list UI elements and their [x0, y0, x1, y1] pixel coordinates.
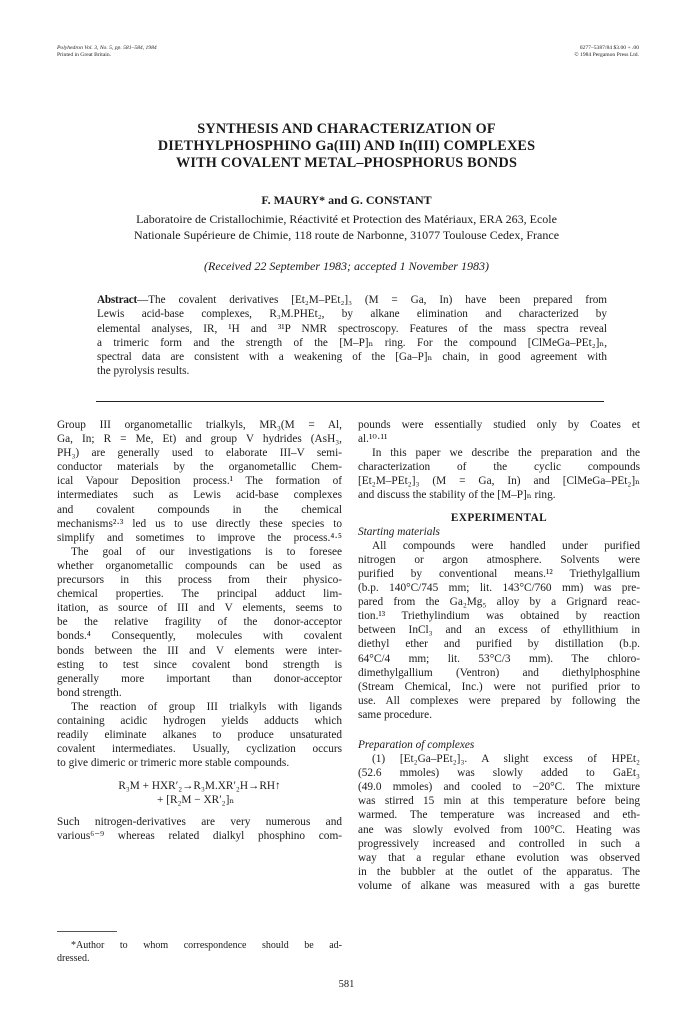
body-line: In this paper we describe the preparation and the: [372, 447, 640, 460]
body-line: was stirred 15 min at this temperature before being: [358, 795, 640, 808]
body-line: simplify and sometimes to improve the process.⁴·⁵: [57, 531, 342, 544]
abstract-text: —The covalent derivatives [Et₂M–PEt₂]₃ (M = Ga, In) have been prepared from: [137, 294, 607, 306]
body-line: chemical properties. The principal adduct lim-: [57, 588, 342, 601]
body-line: warmed. The temperature was increased and eth-: [358, 809, 640, 822]
title-line: WITH COVALENT METAL–PHOSPHORUS BONDS: [175, 155, 518, 171]
abstract-divider: [96, 401, 604, 402]
body-line: bonds between the III and V elements were inter-: [57, 644, 342, 657]
body-line: (Stream Chemical, Inc.) were not purified prior to: [358, 680, 640, 693]
body-line: Group III organometallic trialkyls, MR₃(M = Al,: [57, 419, 342, 431]
body-line: al.¹⁰·¹¹: [358, 433, 388, 446]
body-line: in the bubbler at the outlet of the apparatus. The: [358, 865, 640, 878]
body-line: generally more important than donor-acceptor: [57, 672, 342, 685]
footnote-line: *Author to whom correspondence should be ad-: [71, 940, 342, 951]
footnote: [57, 939, 342, 965]
body-line: intermediates such as Lewis acid-base complexes: [57, 489, 342, 502]
body-line: diethyl ether and purified by distillation (b.p.: [358, 638, 640, 651]
abstract-line: a trimeric form and the strength of the [M–P]ₙ ring. For the compound [ClMeGa–PEt₂]ₙ,: [97, 336, 607, 349]
abstract-line: the pyrolysis results.: [97, 365, 190, 378]
body-line: ane was slowly evolved from 100°C. Heating was: [358, 823, 640, 836]
body-line: 64°C/4 mm; lit. 53°C/3 mm). The chloro-: [358, 652, 640, 665]
body-line: mechanisms²·³ led us to use directly these species to: [57, 517, 342, 530]
footnote-rule: [57, 931, 117, 932]
reaction-equation: + [R₂M − XR′₂]ₙ: [157, 794, 235, 807]
affiliation: [60, 211, 633, 243]
authors: F. MAURY* and G. CONSTANT: [261, 193, 432, 207]
body-line: All compounds were handled under purified: [372, 539, 640, 552]
body-line: readily eliminate alkanes to produce unsaturated: [57, 729, 342, 742]
printed-note: Printed in Great Britain.: [57, 52, 112, 58]
affiliation-line: Laboratoire de Cristallochimie, Réactivité et Protection des Matériaux, ERA 263, Ecole: [136, 212, 557, 226]
body-line: nitrogen or argon atmosphere. Solvents were: [358, 553, 640, 566]
body-line: (1) [Et₂Ga–PEt₂]₃. A slight excess of HPEt₂: [372, 753, 640, 766]
copyright-header: [574, 45, 639, 59]
body-line: same procedure.: [358, 708, 433, 721]
reaction-equation: R₃M + HXR′₂→R₃M.XR′₂H→RH↑: [118, 780, 281, 793]
body-line: (49.0 mmoles) and cooled to −20°C. The mixture: [358, 781, 640, 794]
body-line: progressively increased and controlled in such a: [358, 837, 640, 850]
body-line: The reaction of group III trialkyls with ligands: [71, 700, 342, 713]
body-line: bond strength.: [57, 686, 122, 699]
title-line: SYNTHESIS AND CHARACTERIZATION OF: [197, 121, 496, 137]
affiliation-line: Nationale Supérieure de Chimie, 118 route de Narbonne, 31077 Toulouse Cedex, France: [133, 228, 560, 242]
title-line: DIETHYLPHOSPHINO Ga(III) AND In(III) COMPLEXES: [157, 138, 536, 154]
body-line: [Et₂M–PEt₂]₃ (M = Ga, In) and [ClMeGa–PEt₂]ₙ: [358, 475, 640, 488]
body-line: purified by conventional means.¹² Triethylgallium: [358, 567, 640, 580]
body-line: Such nitrogen-derivatives are very numerous and: [57, 815, 342, 828]
body-line: use. All complexes were prepared by following the: [358, 694, 640, 707]
body-line: PH₃) are generally used to elaborate III–V semi-: [57, 447, 342, 460]
body-line: bonds.⁴ Consequently, molecules with covalent: [57, 630, 342, 643]
left-column: [57, 418, 342, 843]
body-line: and covalent compounds in the chemical: [57, 503, 342, 516]
body-line: Ga, In; R = Me, Et) and group V hydrides (AsH₃,: [57, 433, 342, 446]
body-line: ical Vapour Deposition process.¹ The formation of: [57, 475, 342, 488]
body-line: tion.¹³ Triethylindium was obtained by reaction: [358, 610, 640, 623]
body-line: various⁶⁻⁹ whereas related dialkyl phosphino com-: [57, 829, 342, 842]
body-line: volume of alkane was measured with a gas burette: [358, 879, 640, 892]
body-line: containing acidic hydrogen yields adducts which: [57, 714, 342, 727]
body-line: to give dimeric or trimeric more stable compounds.: [57, 757, 290, 770]
body-line: pared from the Ga₂Mg₅ alloy by a Grignard reac-: [358, 596, 640, 609]
body-line: and discuss the stability of the [M–P]ₙ ring.: [358, 489, 556, 502]
body-line: be the relative fragility of the donor-acceptor: [57, 616, 342, 629]
paper-title: [40, 121, 653, 172]
abstract: [97, 293, 607, 379]
body-line: covalent intermediates. Usually, cyclization occurs: [57, 743, 342, 756]
subsection-heading: Preparation of complexes: [358, 738, 475, 751]
body-line: (52.6 mmoles) was slowly added to GaEt₃: [358, 767, 640, 780]
body-line: esting to test since covalent bond strength is: [57, 658, 342, 671]
body-line: way that a regular ethane evolution was observed: [358, 851, 640, 864]
journal-header: [57, 45, 157, 59]
journal-citation: Polyhedron Vol. 3, No. 5, pp. 581–584, 1984: [57, 45, 157, 51]
body-line: itation, as source of III and V elements, seems to: [57, 602, 342, 615]
body-line: (b.p. 140°C/745 mm; lit. 143°C/760 mm) was pre-: [358, 582, 640, 595]
body-line: dimethylgallium (Ventron) and diethylphosphine: [358, 666, 640, 679]
section-heading: EXPERIMENTAL: [450, 511, 548, 524]
page-number: 581: [338, 979, 355, 990]
body-line: between InCl₃ and an excess of ethyllithium in: [358, 624, 640, 637]
body-line: conductor materials by the organometallic Chem-: [57, 461, 342, 474]
subsection-heading: Starting materials: [358, 525, 440, 538]
body-line: The goal of our investigations is to foresee: [71, 545, 342, 558]
abstract-line: spectral data are consistent with a weakening of the [Ga–P]ₙ chain, in good agreement with: [97, 351, 607, 364]
right-column: [358, 418, 640, 893]
body-line: whether organometallic compounds can be used as: [57, 559, 342, 572]
abstract-line: [97, 293, 607, 307]
issn-code: 0277–5387/84 $3.00 + .00: [579, 45, 639, 51]
copyright-note: © 1984 Pergamon Press Ltd.: [574, 52, 639, 58]
abstract-line: elemental analyses, IR, ¹H and ³¹P NMR spectroscopy. Features of the mass spectra reveal: [97, 322, 607, 335]
abstract-line: Lewis acid-base complexes, R₃M.PHEt₂, by alkane elimination and characterized by: [97, 308, 607, 321]
body-line: precursors in this process from their physico-: [57, 574, 342, 587]
received-dates: (Received 22 September 1983; accepted 1 November 1983): [204, 259, 489, 273]
abstract-heading: Abstract: [97, 294, 138, 306]
body-line: pounds were essentially studied only by Coates et: [358, 419, 640, 431]
footnote-line: dressed.: [57, 953, 90, 964]
body-line: characterization of the cyclic compounds: [358, 461, 640, 474]
